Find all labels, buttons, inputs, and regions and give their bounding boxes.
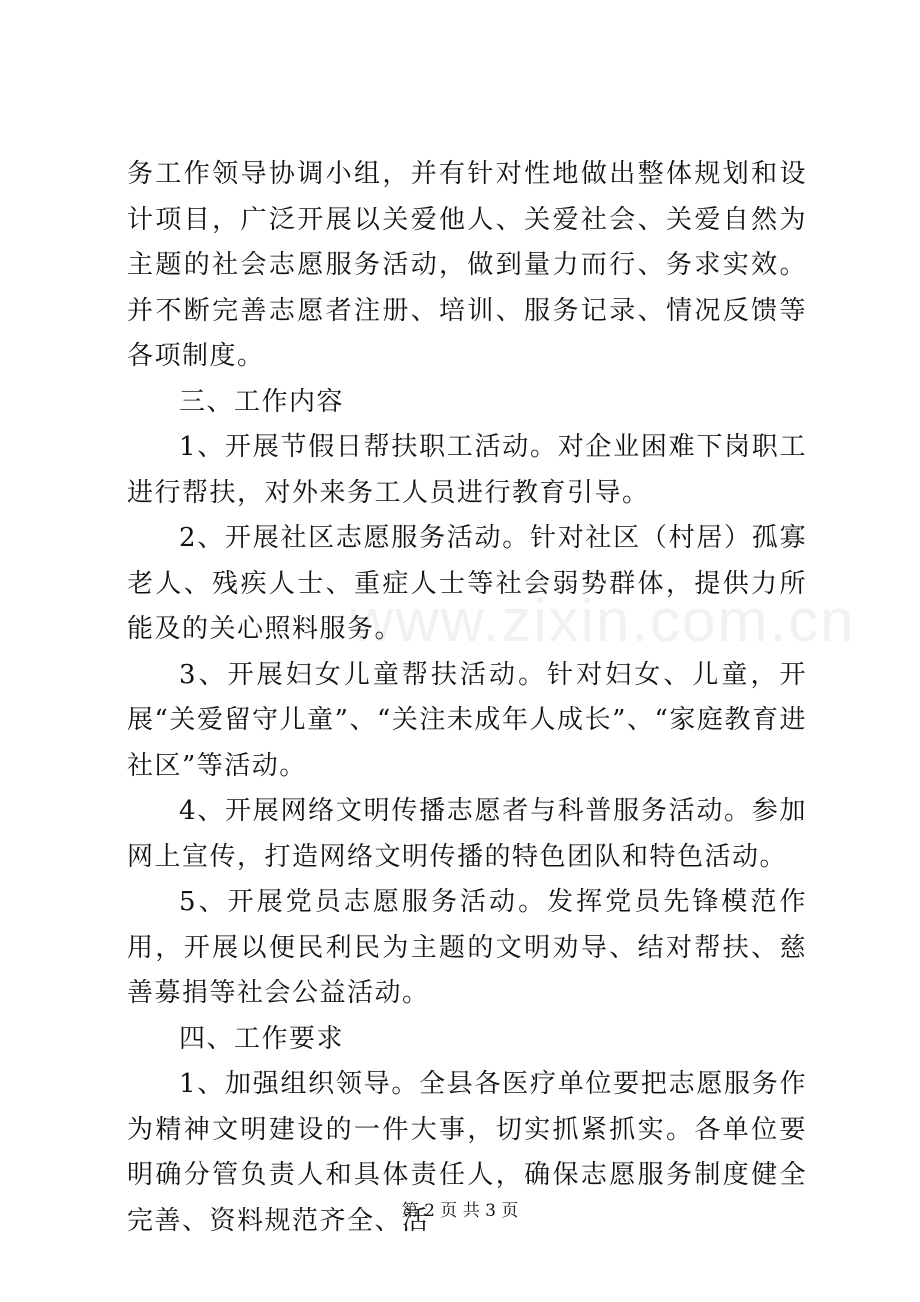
paragraph-item-5: 5、开展党员志愿服务活动。发挥党员先锋模范作用，开展以便民利民为主题的文明劝导、结对帮扶、慈善募捐等社会公益活动。 (127, 887, 807, 1008)
paragraph-requirement-1: 1、加强组织领导。全县各医疗单位要把志愿服务作为精神文明建设的一件大事，切实抓紧抓实。各单位要明确分管负责人和具体责任人，确保志愿服务制度健全完善、资料规范齐全、活 (127, 1069, 807, 1236)
section-heading-work-requirements: 四、工作要求 (179, 1023, 345, 1054)
watermark: www.zixin.com.cn (350, 587, 856, 654)
section-heading-work-content: 三、工作内容 (179, 386, 345, 417)
paragraph-item-4: 4、开展网络文明传播志愿者与科普服务活动。参加网上宣传，打造网络文明传播的特色团队和特色活动。 (127, 796, 807, 872)
paragraph-1: 务工作领导协调小组，并有针对性地做出整体规划和设计项目，广泛开展以关爱他人、关爱社会、关爱自然为主题的社会志愿服务活动，做到量力而行、务求实效。并不断完善志愿者注册、培训、服务记录、情况反馈等各项制度。 (127, 159, 807, 371)
paragraph-item-2: 2、开展社区志愿服务活动。针对社区（村居）孤寡老人、残疾人士、重症人士等社会弱势群体，提供力所能及的关心照料服务。 (127, 523, 807, 644)
paragraph-item-1: 1、开展节假日帮扶职工活动。对企业困难下岗职工进行帮扶，对外来务工人员进行教育引导。 (127, 432, 807, 508)
paragraph-item-3: 3、开展妇女儿童帮扶活动。针对妇女、儿童，开展“关爱留守儿童”、“关注未成年人成长”、“家庭教育进社区”等活动。 (127, 659, 807, 781)
document-body (127, 152, 807, 1244)
page-footer: 第 2 页 共 3 页 (401, 1201, 519, 1221)
